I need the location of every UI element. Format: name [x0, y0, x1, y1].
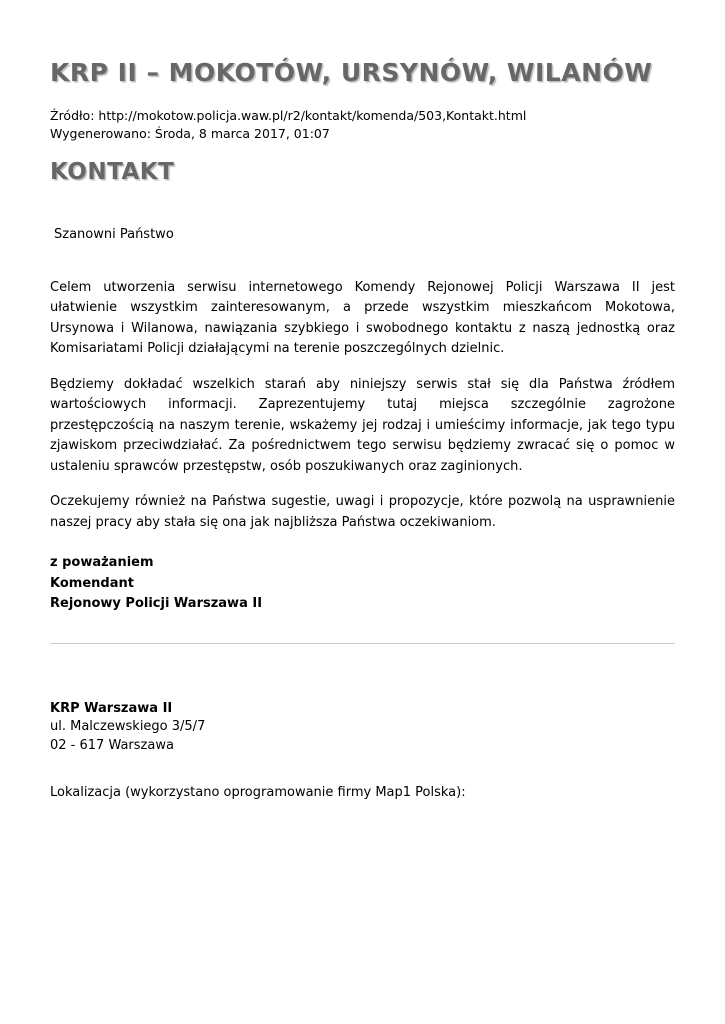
address-street: ul. Malczewskiego 3/5/7 — [50, 719, 206, 735]
address-block — [50, 700, 675, 755]
body-paragraph-1: Celem utworzenia serwisu internetowego Komendy Rejonowej Policji Warszawa II jest ułatwienie wszystkim zainteresowanym, a przede wszystkim mieszkańcom Mokotowa, Ursynowa i Wilanowa, nawiązania szybkiego i swobodnego kontaktu z naszą jednostką oraz Komisariatami Policji działającymi na terenie poszczególnych dzielnic. — [50, 279, 675, 357]
greeting: Szanowni Państwo — [54, 226, 174, 242]
section-title: KONTAKT — [50, 158, 175, 185]
signature-line-role: Komendant — [50, 575, 134, 591]
location-note: Lokalizacja (wykorzystano oprogramowanie firmy Map1 Polska): — [50, 785, 466, 801]
signature-line-regards: z poważaniem — [50, 555, 154, 571]
signature-block — [50, 553, 675, 615]
address-city: 02 - 617 Warszawa — [50, 737, 174, 753]
address-name: KRP Warszawa II — [50, 700, 173, 716]
body-paragraph-2: Będziemy dokładać wszelkich starań aby niniejszy serwis stał się dla Państwa źródłem wartościowych informacji. Zaprezentujemy tutaj miejsca szczególnie zagrożone przestępczością na naszym terenie, wskażemy jej rodzaj i umieścimy informacje, jak tego typu zjawiskom przeciwdziałać. Za pośrednictwem tego serwisu będziemy zwracać się o pomoc w ustaleniu sprawców przestępstw, osób poszukiwanych oraz zaginionych. — [50, 376, 675, 474]
body-paragraph-3: Oczekujemy również na Państwa sugestie, uwagi i propozycje, które pozwolą na usprawnienie naszej pracy aby stała się ona jak najbliższa Państwa oczekiwaniom. — [50, 494, 675, 530]
page-title: KRP II – MOKOTÓW, URSYNÓW, WILANÓW — [50, 58, 653, 87]
generated-line: Wygenerowano: Środa, 8 marca 2017, 01:07 — [50, 125, 330, 141]
source-line: Źródło: http://mokotow.policja.waw.pl/r2/kontakt/komenda/503,Kontakt.html — [50, 108, 527, 123]
signature-line-unit: Rejonowy Policji Warszawa II — [50, 596, 263, 612]
divider — [50, 643, 675, 644]
